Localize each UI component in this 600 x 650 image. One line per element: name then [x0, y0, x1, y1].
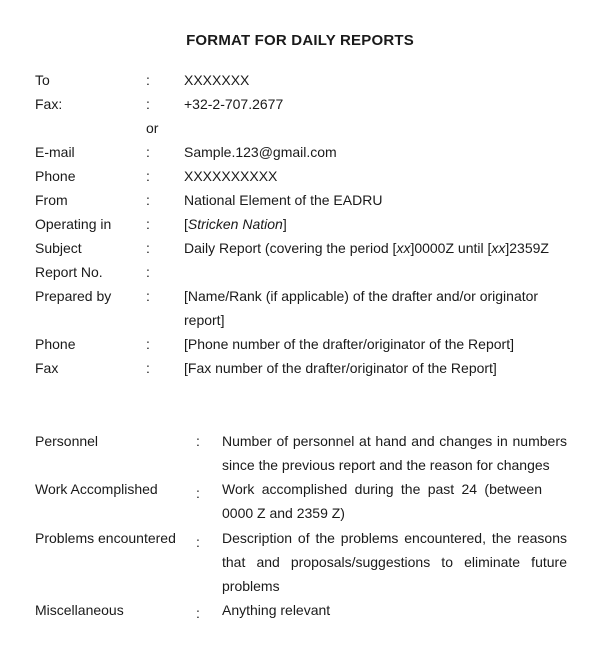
field-phone-2 — [0, 334, 600, 358]
subject-xx-2: xx — [491, 240, 506, 256]
field-value — [184, 284, 574, 332]
field-value — [184, 238, 574, 258]
field-to — [0, 70, 600, 94]
value-line-2: that and proposals/suggestions to eliminate future — [222, 554, 567, 570]
field-prepared-by — [0, 286, 600, 334]
field-label: Fax — [35, 360, 59, 376]
document-title: FORMAT FOR DAILY REPORTS — [186, 32, 414, 49]
field-label: E-mail — [35, 144, 75, 160]
value-line-1: Description of the problems encountered, the reasons — [222, 530, 567, 546]
section-label: Personnel — [35, 433, 99, 449]
field-label: Operating in — [35, 216, 112, 232]
field-label: Report No. — [35, 264, 103, 280]
field-label: To — [35, 72, 50, 88]
section-colon: : — [196, 605, 200, 621]
field-colon: : — [146, 264, 150, 280]
field-subject — [0, 238, 600, 262]
section-colon: : — [196, 534, 200, 550]
field-label: Prepared by — [35, 288, 112, 304]
section-personnel — [0, 429, 600, 477]
value-line-1: [Name/Rank (if applicable) of the drafter and/or originator — [184, 288, 539, 304]
field-fax-2 — [0, 358, 600, 382]
section-label: Problems encountered — [35, 530, 176, 546]
field-report-no — [0, 262, 600, 286]
value-line-2: 0000 Z and 2359 Z) — [222, 505, 345, 521]
field-colon: : — [146, 360, 150, 376]
field-colon: : — [146, 192, 150, 208]
field-from — [0, 190, 600, 214]
field-value: +32-2-707.2677 — [184, 96, 284, 112]
value-line-2: since the previous report and the reason for changes — [222, 457, 550, 473]
section-value — [222, 598, 567, 622]
section-value — [222, 526, 567, 598]
field-value: [Phone number of the drafter/originator of the Report] — [184, 336, 514, 352]
field-label: Phone — [35, 336, 76, 352]
field-colon: : — [146, 72, 150, 88]
value-line-1: Work accomplished during the past 24 (between — [222, 481, 542, 497]
subject-xx-1: xx — [396, 240, 411, 256]
value-line-1: Anything relevant — [222, 602, 331, 618]
field-colon: : — [146, 168, 150, 184]
field-colon: : — [146, 216, 150, 232]
section-value — [222, 477, 542, 525]
section-colon: : — [196, 485, 200, 501]
section-value — [222, 429, 567, 477]
subject-mid: ]0000Z until [ — [410, 240, 492, 256]
field-colon: : — [146, 336, 150, 352]
field-operating-in — [0, 214, 600, 238]
section-label: Work Accomplished — [35, 481, 158, 497]
field-colon: : — [146, 144, 150, 160]
field-colon: : — [146, 96, 150, 112]
section-label: Miscellaneous — [35, 602, 124, 618]
field-label: Fax: — [35, 96, 63, 112]
field-value — [184, 214, 574, 234]
subject-post: ]2359Z — [505, 240, 549, 256]
value-line-2: report] — [184, 312, 225, 328]
field-colon: : — [146, 288, 150, 304]
section-miscellaneous — [0, 598, 600, 622]
field-value: Sample.123@gmail.com — [184, 144, 337, 160]
field-value: XXXXXXX — [184, 72, 250, 88]
value-italic: Stricken Nation — [187, 216, 283, 232]
or-text: or — [146, 120, 159, 136]
value-close-bracket: ] — [282, 216, 287, 232]
field-value: National Element of the EADRU — [184, 192, 383, 208]
field-email — [0, 142, 600, 166]
field-value: [Fax number of the drafter/originator of the Report] — [184, 360, 497, 376]
field-label: From — [35, 192, 68, 208]
field-label: Subject — [35, 240, 82, 256]
value-line-3: problems — [222, 578, 280, 594]
field-fax — [0, 94, 600, 118]
section-problems-encountered — [0, 526, 600, 598]
field-phone — [0, 166, 600, 190]
field-value: XXXXXXXXXX — [184, 168, 278, 184]
field-colon: : — [146, 240, 150, 256]
or-separator — [0, 118, 600, 142]
value-open-bracket: [ — [184, 216, 188, 232]
section-colon: : — [196, 433, 200, 449]
value-line-1: Number of personnel at hand and changes in numbers — [222, 433, 567, 449]
field-label: Phone — [35, 168, 76, 184]
section-work-accomplished — [0, 477, 600, 525]
subject-pre: Daily Report (covering the period [ — [184, 240, 397, 256]
